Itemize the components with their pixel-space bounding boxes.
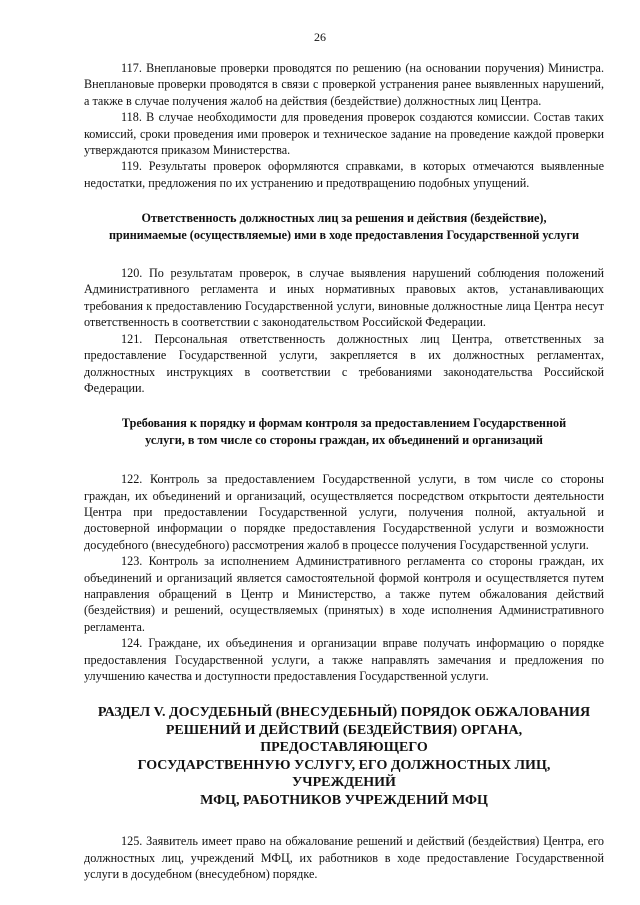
- paragraph-117: 117. Внеплановые проверки проводятся по решению (на основании поручения) Министра. Внеплановые проверки проводятся в связи с проверкой устранения ранее выявленных нарушений, а также в случае получения жалоб на действия (бездействие) должностных лиц Центра.: [84, 61, 604, 108]
- paragraph-124: 124. Граждане, их объединения и организации вправе получать информацию о порядке предоставления Государственной услуги, а также направлять замечания и предложения по улучшению качества и доступности предоставления Государственной услуги.: [84, 636, 604, 683]
- section-heading: [84, 704, 604, 809]
- heading-responsibility: [84, 210, 604, 243]
- heading-responsibility-line-1: Ответственность должностных лиц за решения и действия (бездействие),: [141, 211, 547, 226]
- heading-control-requirements-line-2: услуги, в том числе со стороны граждан, их объединений и организаций: [145, 432, 543, 447]
- paragraph-121: 121. Персональная ответственность должностных лиц Центра, ответственных за предоставление Государственной услуги, закрепляется в их должностных регламентах, должностных инструкциях в соответствии с требованиями законодательства Российской Федерации.: [84, 331, 604, 395]
- paragraph-123: 123. Контроль за исполнением Административного регламента со стороны граждан, их объединений и организаций является самостоятельной формой контроля и осуществляется путем направления обращений в Центр и Министерство, а также путем обжалования действий (бездействия) и решений, осуществляемых (принятых) в ходе исполнения Административного регламента.: [84, 554, 604, 634]
- heading-responsibility-line-2: принимаемые (осуществляемые) ими в ходе предоставления Государственной услуги: [108, 227, 580, 242]
- paragraph-120: 120. По результатам проверок, в случае выявления нарушений соблюдения положений Административного регламента и иных нормативных правовых актов, устанавливающих требования к предоставлению Государственной услуги, виновные должностные лица Центра несут ответственность в соответствии с законодательством Российской Федерации.: [84, 266, 604, 330]
- paragraph-119: 119. Результаты проверок оформляются справками, в которых отмечаются выявленные недостатки, предложения по их устранению и предотвращению подобных упущений.: [84, 159, 604, 190]
- section-heading-line-1: РАЗДЕЛ V. ДОСУДЕБНЫЙ (ВНЕСУДЕБНЫЙ) ПОРЯДОК ОБЖАЛОВАНИЯ: [97, 705, 591, 721]
- document-body: [84, 60, 604, 883]
- page-number: 26: [314, 30, 326, 44]
- paragraph-125: 125. Заявитель имеет право на обжалование решений и действий (бездействия) Центра, его должностных лиц, учреждений МФЦ, их работников в ходе предоставление Государственной услуги в досудебном (внесудебном) порядке.: [84, 834, 604, 882]
- section-heading-line-4: МФЦ, РАБОТНИКОВ УЧРЕЖДЕНИЙ МФЦ: [200, 792, 488, 808]
- heading-control-requirements-line-1: Требования к порядку и формам контроля за предоставлением Государственной: [121, 416, 567, 431]
- paragraph-122: 122. Контроль за предоставлением Государственной услуги, в том числе со стороны граждан, их объединений и организаций, осуществляется посредством открытости деятельности Центра при предоставлении Государственной услуги, получения полной, актуальной и достоверной информации о порядке предоставления Государственной услуги и возможности досудебного (внесудебного) рассмотрения жалоб в процессе получения Государственной услуги.: [84, 472, 604, 552]
- paragraph-118: 118. В случае необходимости для проведения проверок создаются комиссии. Состав таких комиссий, сроки проведения ими проверок и техническое задание на проведение каждой проверки утверждаются приказом Министерства.: [84, 110, 604, 158]
- section-heading-line-3: ГОСУДАРСТВЕННУЮ УСЛУГУ, ЕГО ДОЛЖНОСТНЫХ ЛИЦ, УЧРЕЖДЕНИЙ: [137, 757, 551, 791]
- heading-control-requirements: [84, 415, 604, 448]
- section-heading-line-2: РЕШЕНИЙ И ДЕЙСТВИЙ (БЕЗДЕЙСТВИЯ) ОРГАНА, ПРЕДОСТАВЛЯЮЩЕГО: [165, 722, 523, 756]
